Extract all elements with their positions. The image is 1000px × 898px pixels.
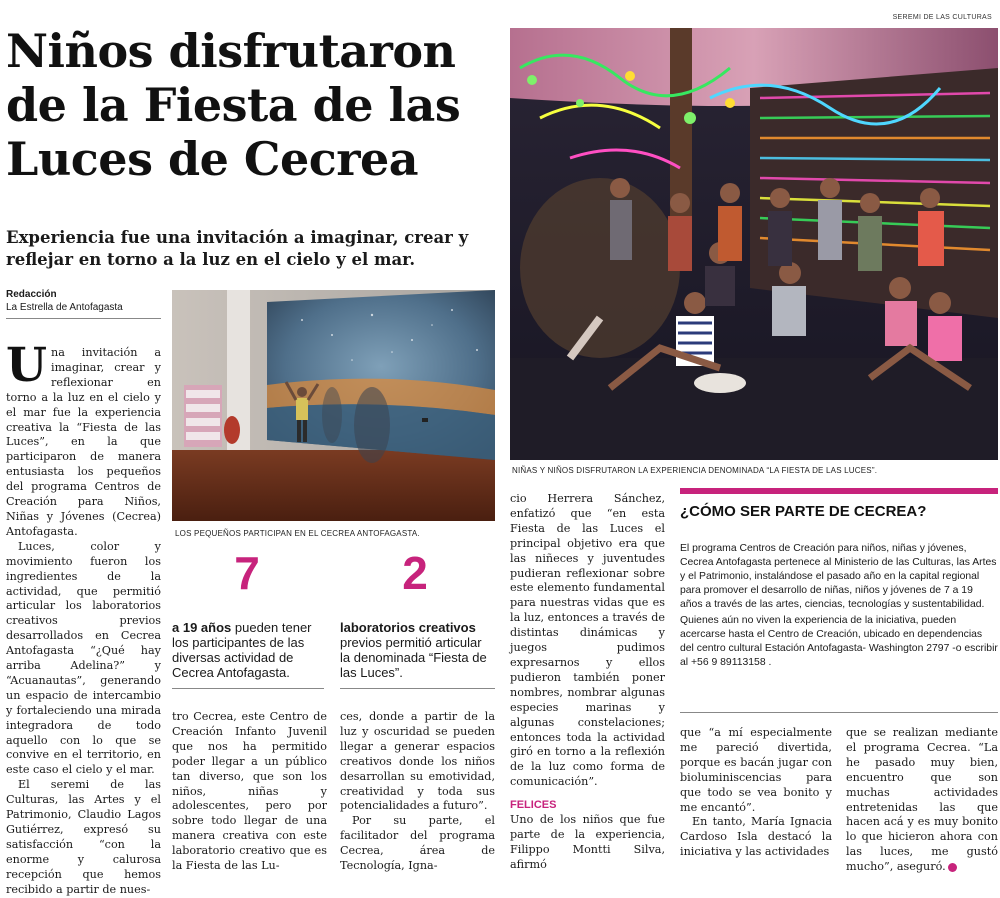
sidebar-paragraph: Quienes aún no viven la experiencia de la iniciativa, pueden acercarse hasta el Centro de Creación, ubicado en dependencias del centro cultural Estación Antofagasta- Washington 2797 -o escribir al +56 9 89113158 .: [680, 615, 998, 668]
stat-number-labs: 2: [402, 547, 428, 599]
paragraph: El seremi de las Culturas, las Artes y el Patrimonio, Claudio Lagos Gutiérrez, expresó su satisfacción “con la enorme y calurosa recepción que hemos recibido a partir de nues-: [6, 778, 161, 896]
article-column-2: [172, 710, 327, 874]
sidebar-title: ¿CÓMO SER PARTE DE CECREA?: [680, 503, 927, 520]
stat-text-age-rest: pueden tener los participantes de las diversas actividad de Cecrea Antofagasta.: [172, 620, 312, 680]
end-mark-icon: [948, 863, 957, 872]
paragraph: cio Herrera Sánchez, enfatizó que “en esta Fiesta de las Luces el principal objetivo era que las niñeces y juventudes pudieran reflexionar sobre este elemento fundamental para nuestras vidas que es la luz, entonces a través de distintas dinámicas y juegos pudimos expresarnos y ellos pudieron también poner nombres, nombrar algunas especies marinas y algunas constelaciones; entonces toda la actividad giró en torno a la reflexión de la luz como forma de comunicación”.: [510, 492, 665, 789]
paragraph: [846, 726, 998, 875]
photo-children-projection: [172, 290, 495, 521]
subheadline: Experiencia fue una invitación a imaginar, crear y reflejar en torno a la luz en el cielo y el mar.: [6, 228, 469, 269]
photo-credit: SEREMI DE LAS CULTURAS: [892, 14, 992, 21]
article-column-5: [680, 726, 832, 860]
paragraph-text: que se realizan mediante el programa Cecrea. “La he pasado muy bien, encuentro que son muchas actividades entretenidas las que hacen acá y es muy bonito lo que hicieron ahora con las luces, me gustó mucho”, aseguró.: [846, 726, 998, 874]
paragraph: Luces, color y movimiento fueron los ingredientes de la actividad, que permitió articular los laboratorios creativos previos desarrollados en Cecrea Antofagasta “¿Qué hay arriba Adelina?” y “Acuanautas”, generando un espacio de intercambio y fortaleciendo una mirada integradora de todo aquello con lo que se convive en el territorio, en este caso el cielo y el mar.: [6, 539, 161, 777]
dropcap: U: [6, 338, 47, 393]
photo-caption-2: NIÑAS Y NIÑOS DISFRUTARON LA EXPERIENCIA DENOMINADA “LA FIESTA DE LAS LUCES”.: [512, 466, 878, 475]
byline-outlet: La Estrella de Antofagasta: [6, 302, 123, 313]
sidebar-box: [680, 542, 998, 670]
photo-fiesta-de-las-luces-image: [510, 28, 998, 460]
photo-fiesta-de-las-luces: [510, 28, 998, 460]
headline-line-3: Luces de Cecrea: [6, 132, 419, 186]
paragraph: En tanto, María Ignacia Cardoso Isla destacó la iniciativa y las actividades: [680, 815, 832, 859]
byline-author: Redacción: [6, 289, 57, 300]
paragraph-text: na invitación a imaginar, crear y reflexionar en torno a la luz en el cielo y el mar fue la experiencia creativa la “Fiesta de las Luces”, en la que participaron de manera entusiasta los pequeños del programa Centros de Creación para Niños, Niñas y Jóvenes (Cecrea) Antofagasta.: [6, 346, 161, 538]
stat-text-age-bold: a 19 años: [172, 620, 232, 635]
article-column-1: [6, 338, 161, 898]
headline-line-1: Niños disfrutaron: [6, 24, 456, 78]
byline: [6, 288, 161, 314]
paragraph: ces, donde a partir de la luz y oscuridad se pueden llegar a generar espacios creativos donde los niños desarrollan su emotividad, creatividad y toda sus potencialidades a futuro”.: [340, 710, 495, 813]
stat-divider-1: [172, 688, 324, 689]
article-column-6: [846, 726, 998, 875]
stat-number-age: 7: [234, 547, 260, 599]
stat-divider-2: [340, 688, 495, 689]
sidebar-paragraph: El programa Centros de Creación para niños, niñas y jóvenes, Cecrea Antofagasta pertenece al Ministerio de las Culturas, las Artes y el Patrimonio, instalándose el pasado año en la capital regional para promover el desarrollo de niñas, niños y jóvenes de 7 a 19 años a través de las artes, ciencias, tecnologías y sustentabilidad.: [680, 543, 997, 610]
stat-text-labs-bold: laboratorios creativos: [340, 620, 476, 635]
photo-children-projection-image: [172, 290, 495, 521]
headline: [6, 24, 501, 186]
stat-text-labs-rest: previos permitió articular la denominada “Fiesta de las Luces”.: [340, 635, 487, 680]
sidebar-divider: [680, 712, 998, 713]
subsection-title: FELICES: [510, 799, 557, 812]
paragraph: tro Cecrea, este Centro de Creación Infanto Juvenil que nos ha permitido poder llegar a un público tan diverso, que son los niños, niñas y adolescentes, pero por sobre todo llegar de una manera creativa con este laboratorio creativo que es la Fiesta de las Lu-: [172, 710, 327, 873]
article-column-4: [510, 492, 665, 873]
byline-divider: [6, 318, 161, 319]
article-column-3: [340, 710, 495, 874]
headline-line-2: de la Fiesta de las: [6, 78, 461, 132]
stat-text-labs: [340, 620, 495, 680]
paragraph: [6, 338, 161, 540]
paragraph: Uno de los niños que fue parte de la experiencia, Filippo Montti Silva, afirmó: [510, 813, 665, 871]
paragraph: Por su parte, el facilitador del programa Cecrea, área de Tecnología, Igna-: [340, 814, 495, 873]
photo-caption-1: LOS PEQUEÑOS PARTICIPAN EN EL CECREA ANTOFAGASTA.: [175, 529, 420, 538]
paragraph: que “a mí especialmente me pareció divertida, porque es bacán jugar con bioluminiscencias para que todo se vea bonito y me encantó”.: [680, 726, 832, 814]
stat-text-age: [172, 620, 327, 680]
sidebar-accent-bar: [680, 488, 998, 494]
